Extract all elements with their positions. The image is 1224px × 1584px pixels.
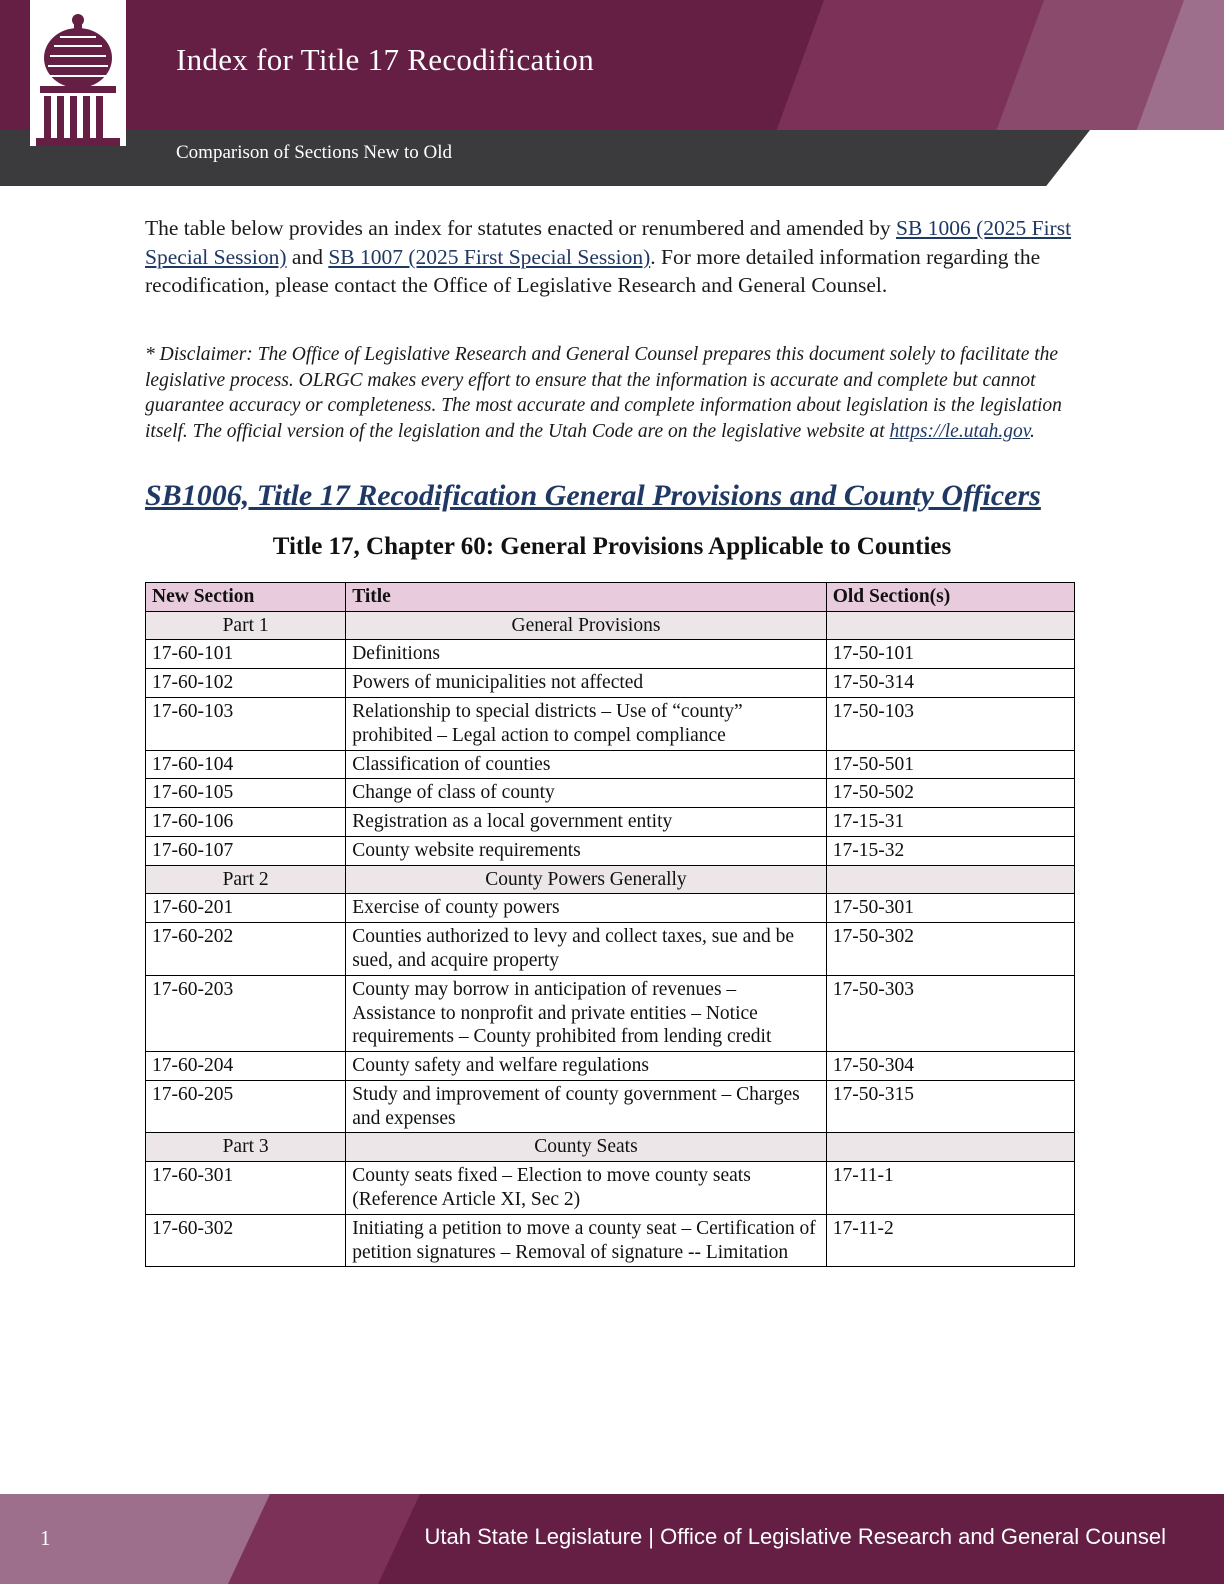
cell-old-section: 17-50-314 <box>826 669 1074 698</box>
cell-title: Initiating a petition to move a county seat – Certification of petition signatures – Removal of signature -- Limitation <box>346 1214 827 1267</box>
cell-old-section: 17-50-101 <box>826 640 1074 669</box>
cell-new-section: 17-60-102 <box>146 669 346 698</box>
cell-new-section: 17-60-105 <box>146 779 346 808</box>
cell-title: Change of class of county <box>346 779 827 808</box>
part-label: Part 2 <box>146 865 346 894</box>
part-old-section <box>826 1133 1074 1162</box>
page-number: 1 <box>40 1526 51 1550</box>
cell-old-section: 17-50-103 <box>826 697 1074 750</box>
cell-new-section: 17-60-302 <box>146 1214 346 1267</box>
cell-new-section: 17-60-103 <box>146 697 346 750</box>
cell-old-section: 17-50-502 <box>826 779 1074 808</box>
cell-title: Counties authorized to levy and collect taxes, sue and be sued, and acquire property <box>346 923 827 976</box>
column-header-old-section: Old Section(s) <box>826 582 1074 611</box>
cell-new-section: 17-60-107 <box>146 836 346 865</box>
page-footer <box>0 1494 1224 1584</box>
cell-title: Registration as a local government entity <box>346 808 827 837</box>
cell-title: Relationship to special districts – Use of “county” prohibited – Legal action to compel compliance <box>346 697 827 750</box>
cell-new-section: 17-60-106 <box>146 808 346 837</box>
table-row <box>146 1080 1075 1133</box>
table-row <box>146 975 1075 1051</box>
cell-old-section: 17-50-303 <box>826 975 1074 1051</box>
cell-title: Exercise of county powers <box>346 894 827 923</box>
cell-old-section: 17-50-304 <box>826 1052 1074 1081</box>
part-name: County Powers Generally <box>346 865 827 894</box>
column-header-title: Title <box>346 582 827 611</box>
disclaimer-text: * Disclaimer: The Office of Legislative Research and General Counsel prepares this document solely to facilitate the legislative process. OLRGC makes every effort to ensure that the information is accurate and complete but cannot guarantee accuracy or completeness. The most accurate and complete information about legislation is the legislation itself. The official version of the legislation and the Utah Code are on the legislative website at <box>145 343 1062 442</box>
table-row <box>146 669 1075 698</box>
page-header <box>0 0 1224 186</box>
part-label: Part 1 <box>146 611 346 640</box>
table-row <box>146 836 1075 865</box>
intro-paragraph <box>145 214 1079 300</box>
sb1007-link[interactable]: SB 1007 (2025 First Special Session) <box>328 244 651 269</box>
intro-text-mid: and <box>286 244 329 269</box>
cell-new-section: 17-60-104 <box>146 750 346 779</box>
table-part-row <box>146 1133 1075 1162</box>
cell-new-section: 17-60-301 <box>146 1162 346 1215</box>
part-label: Part 3 <box>146 1133 346 1162</box>
table-row <box>146 1162 1075 1215</box>
sb1006-link[interactable]: SB 1006 (2025 First Special Session) <box>145 216 1072 269</box>
part-old-section <box>826 865 1074 894</box>
part-old-section <box>826 611 1074 640</box>
cell-old-section: 17-15-31 <box>826 808 1074 837</box>
intro-text-part1: The table below provides an index for statutes enacted or renumbered and amended by <box>145 216 897 240</box>
intro-text-part2: . For more detailed information regarding the recodification, please contact the Office of Legislative Research and General Counsel. <box>145 244 1041 298</box>
table-row <box>146 640 1075 669</box>
cell-new-section: 17-60-101 <box>146 640 346 669</box>
chapter-heading: Title 17, Chapter 60: General Provisions Applicable to Counties <box>272 533 952 561</box>
cell-title: County seats fixed – Election to move county seats (Reference Article XI, Sec 2) <box>346 1162 827 1215</box>
cell-title: County website requirements <box>346 836 827 865</box>
cell-old-section: 17-15-32 <box>826 836 1074 865</box>
page-subtitle: Comparison of Sections New to Old <box>176 142 453 163</box>
cell-old-section: 17-11-1 <box>826 1162 1074 1215</box>
disclaimer-paragraph <box>145 342 1079 445</box>
cell-new-section: 17-60-205 <box>146 1080 346 1133</box>
cell-title: Definitions <box>346 640 827 669</box>
cell-old-section: 17-50-301 <box>826 894 1074 923</box>
table-part-row <box>146 611 1075 640</box>
sb1006-section-heading: SB1006, Title 17 Recodification General Provisions and County Officers <box>145 478 1041 512</box>
column-header-new-section: New Section <box>146 582 346 611</box>
legislature-website-link[interactable]: https://le.utah.gov <box>889 420 1030 442</box>
utah-capitol-logo-icon <box>30 6 126 146</box>
part-name: County Seats <box>346 1133 827 1162</box>
cell-old-section: 17-50-501 <box>826 750 1074 779</box>
cell-title: County may borrow in anticipation of revenues – Assistance to nonprofit and private entities – Notice requirements – County prohibited from lending credit <box>346 975 827 1051</box>
cell-new-section: 17-60-202 <box>146 923 346 976</box>
disclaimer-period: . <box>1029 420 1035 442</box>
footer-text: Utah State Legislature | Office of Legislative Research and General Counsel <box>424 1524 1166 1549</box>
cell-new-section: 17-60-201 <box>146 894 346 923</box>
header-subtitle-band <box>0 130 1045 186</box>
cell-title: Classification of counties <box>346 750 827 779</box>
section-index-table <box>145 582 1075 1268</box>
cell-old-section: 17-50-302 <box>826 923 1074 976</box>
document-content <box>0 186 1224 1267</box>
cell-old-section: 17-11-2 <box>826 1214 1074 1267</box>
cell-title: Study and improvement of county government – Charges and expenses <box>346 1080 827 1133</box>
table-row <box>146 779 1075 808</box>
part-name: General Provisions <box>346 611 827 640</box>
table-row <box>146 750 1075 779</box>
cell-new-section: 17-60-204 <box>146 1052 346 1081</box>
table-row <box>146 923 1075 976</box>
table-row <box>146 1052 1075 1081</box>
table-row <box>146 808 1075 837</box>
table-row <box>146 1214 1075 1267</box>
table-row <box>146 894 1075 923</box>
page-title: Index for Title 17 Recodification <box>176 42 595 77</box>
table-body <box>146 611 1075 1267</box>
cell-title: County safety and welfare regulations <box>346 1052 827 1081</box>
cell-new-section: 17-60-203 <box>146 975 346 1051</box>
cell-title: Powers of municipalities not affected <box>346 669 827 698</box>
cell-old-section: 17-50-315 <box>826 1080 1074 1133</box>
table-row <box>146 697 1075 750</box>
table-header-row <box>146 582 1075 611</box>
table-part-row <box>146 865 1075 894</box>
